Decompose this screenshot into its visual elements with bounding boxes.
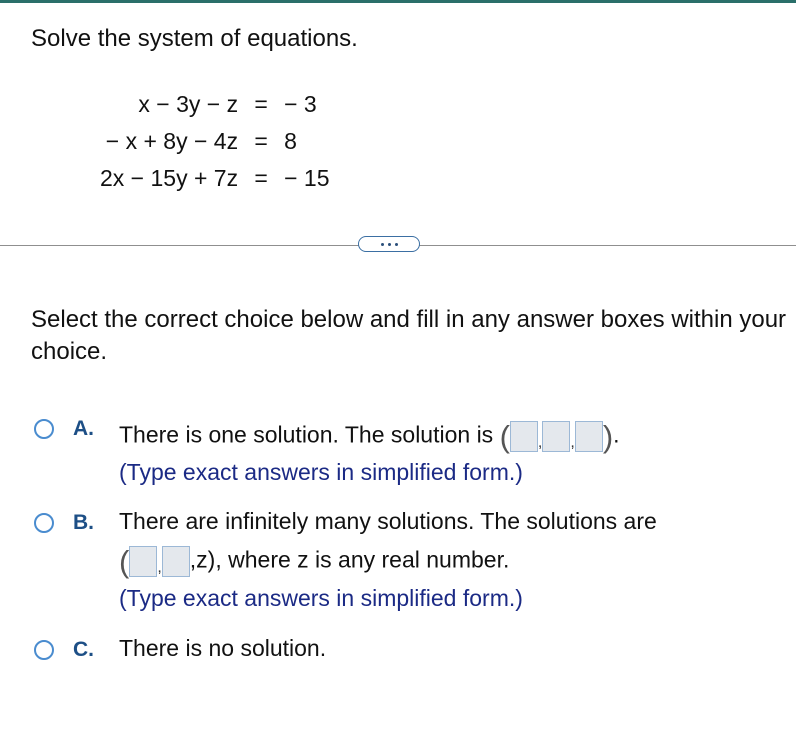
comma: , <box>157 559 162 576</box>
answer-box-x[interactable] <box>129 546 157 577</box>
choice-c-text: There is no solution. <box>119 635 327 661</box>
equation-lhs: − x + 8y − 4z <box>105 128 239 154</box>
top-accent-rule <box>0 0 796 3</box>
equation-row <box>100 86 330 123</box>
equation-row <box>100 123 330 160</box>
choice-a-text <box>119 421 620 452</box>
choice-a-hint: (Type exact answers in simplified form.) <box>119 459 523 485</box>
choice-a-letter: A. <box>73 417 94 440</box>
tuple-tail: ,z) <box>189 546 216 573</box>
choice-b-tail: , where z is any real number. <box>215 546 510 573</box>
sentence-period: . <box>613 421 620 448</box>
equation-system <box>100 86 330 197</box>
equals-sign: = <box>254 128 268 154</box>
answer-box-y[interactable] <box>542 421 570 452</box>
choice-b-tuple-line <box>119 546 509 577</box>
equation-lhs: 2x − 15y + 7z <box>100 165 239 191</box>
solution-tuple <box>119 546 215 577</box>
question-prompt: Solve the system of equations. <box>31 25 358 52</box>
ellipsis-dot-icon <box>395 243 398 246</box>
choice-c-radio[interactable] <box>34 640 54 660</box>
choice-a-radio[interactable] <box>34 419 54 439</box>
choice-b-radio[interactable] <box>34 513 54 533</box>
choice-c-letter: C. <box>73 638 94 661</box>
answer-box-x[interactable] <box>510 421 538 452</box>
equals-sign: = <box>254 91 268 117</box>
choice-b-letter: B. <box>73 511 94 534</box>
answer-box-y[interactable] <box>162 546 190 577</box>
open-paren: ( <box>119 544 130 579</box>
equation-rhs: − 3 <box>284 91 317 117</box>
equation-rhs: − 15 <box>284 165 330 191</box>
more-button[interactable] <box>358 236 420 252</box>
answer-box-z[interactable] <box>575 421 603 452</box>
close-paren: ) <box>602 419 614 454</box>
choice-a-label: There is one solution. The solution is <box>119 421 494 448</box>
instructions-text: Select the correct choice below and fill in any answer boxes within your choice. <box>31 306 787 365</box>
equation-lhs: x − 3y − z <box>138 91 239 117</box>
equation-row <box>100 160 330 197</box>
choice-b-hint: (Type exact answers in simplified form.) <box>119 585 523 611</box>
comma: , <box>570 434 575 451</box>
solution-tuple <box>500 421 614 452</box>
equals-sign: = <box>254 165 268 191</box>
ellipsis-dot-icon <box>388 243 391 246</box>
ellipsis-dot-icon <box>381 243 384 246</box>
comma: , <box>537 434 543 451</box>
choice-b-text: There are infinitely many solutions. The solutions are <box>119 508 657 534</box>
open-paren: ( <box>499 419 510 454</box>
equation-rhs: 8 <box>284 128 297 154</box>
